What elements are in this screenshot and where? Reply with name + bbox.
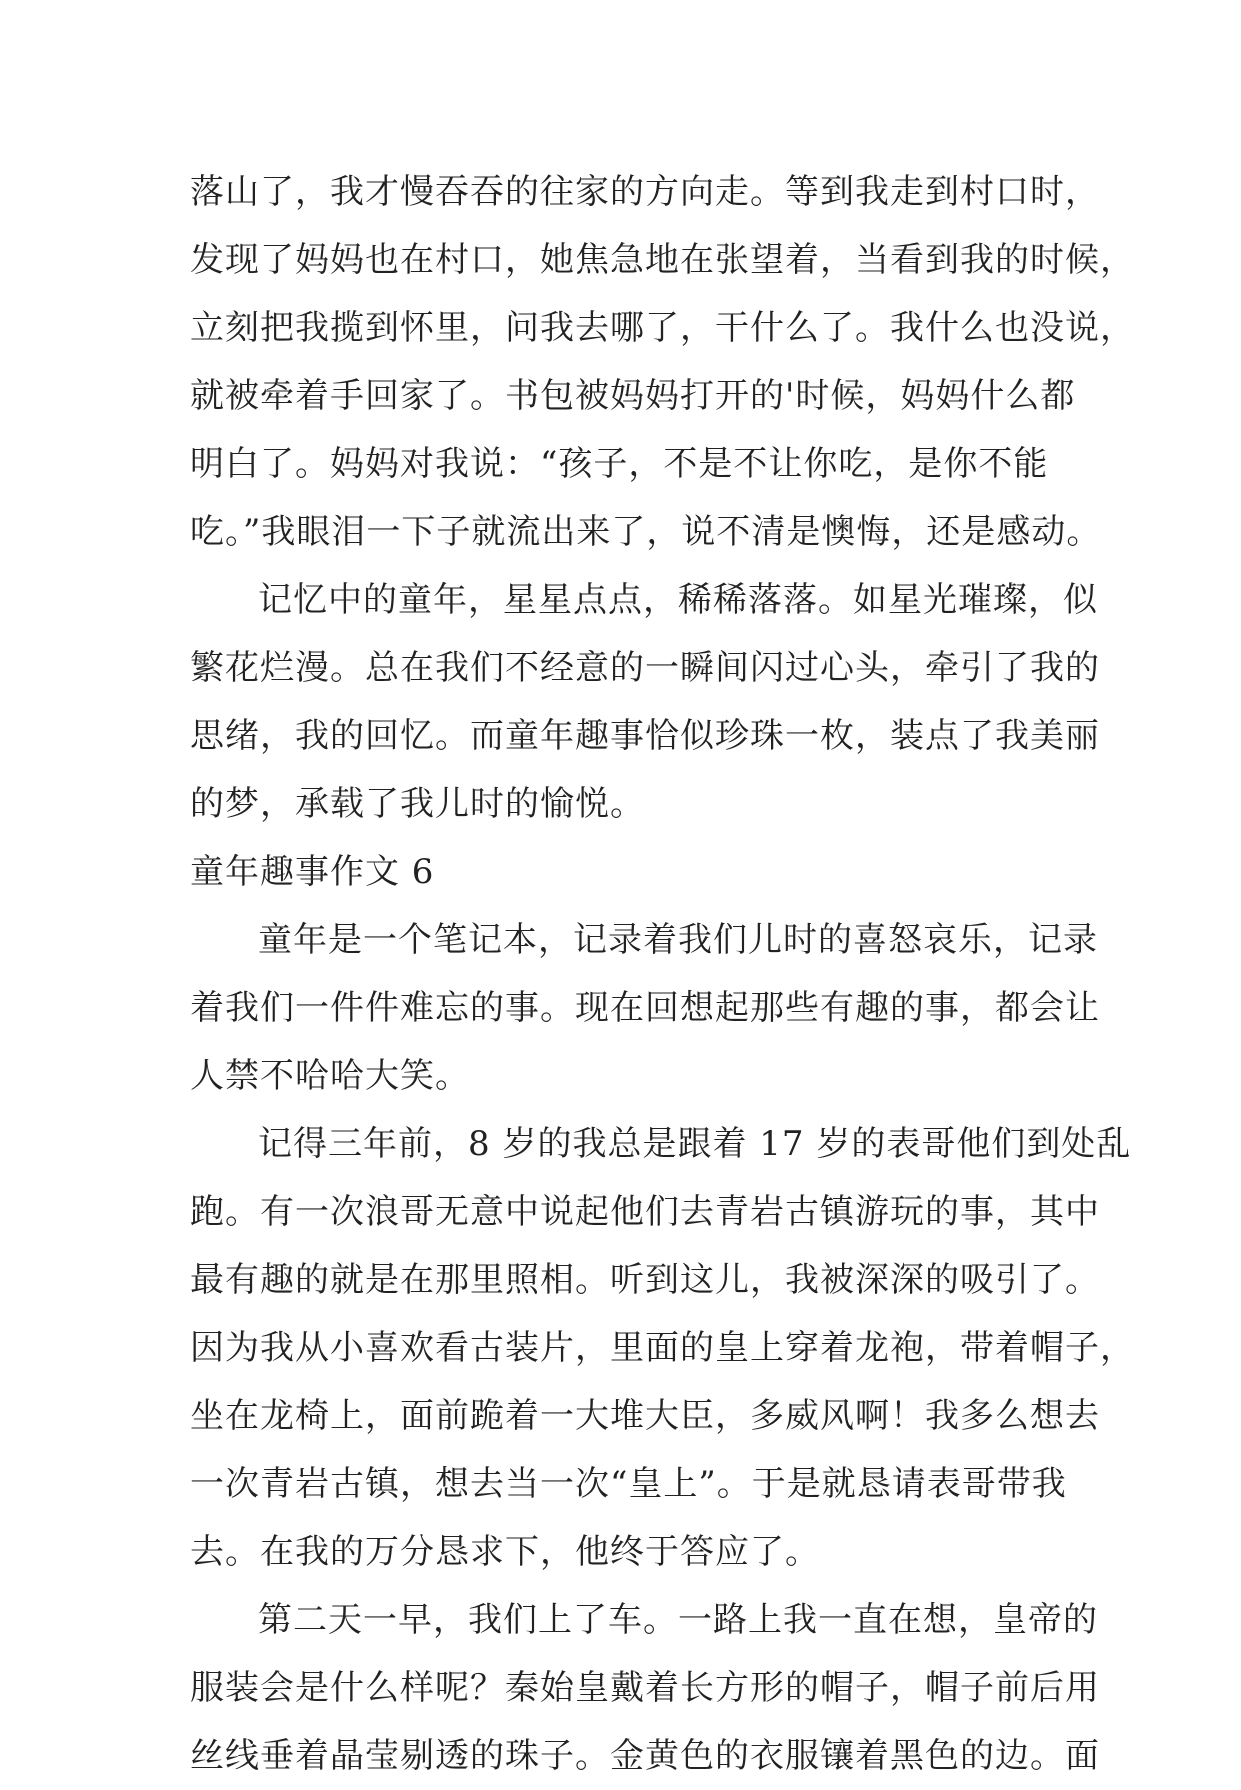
- text-line: 发现了妈妈也在村口，她焦急地在张望着，当看到我的时候，: [190, 240, 1135, 280]
- paragraph-first-line: 第二天一早，我们上了车。一路上我一直在想，皇帝的: [258, 1600, 1098, 1640]
- text-line: 落山了，我才慢吞吞的往家的方向走。等到我走到村口时，: [190, 172, 1100, 212]
- text-line: 明白了。妈妈对我说：“孩子，不是不让你吃，是你不能: [190, 444, 1049, 484]
- text-line: 丝线垂着晶莹剔透的珠子。金黄色的衣服镶着黑色的边。面: [190, 1736, 1100, 1776]
- text-line: 最有趣的就是在那里照相。听到这儿，我被深深的吸引了。: [190, 1260, 1100, 1300]
- text-line: 就被牵着手回家了。书包被妈妈打开的'时候，妈妈什么都: [190, 376, 1076, 416]
- text-line: 立刻把我揽到怀里，问我去哪了，干什么了。我什么也没说，: [190, 308, 1135, 348]
- text-line: 坐在龙椅上，面前跪着一大堆大臣，多威风啊！我多么想去: [190, 1396, 1100, 1436]
- text-line: 因为我从小喜欢看古装片，里面的皇上穿着龙袍，带着帽子，: [190, 1328, 1135, 1368]
- text-line: 一次青岩古镇，想去当一次“皇上”。于是就恳请表哥带我: [190, 1464, 1067, 1504]
- paragraph-first-line: 童年是一个笔记本，记录着我们儿时的喜怒哀乐，记录: [258, 920, 1098, 960]
- text-line: 的梦，承载了我儿时的愉悦。: [190, 784, 645, 824]
- text-line: 服装会是什么样呢？秦始皇戴着长方形的帽子，帽子前后用: [190, 1668, 1100, 1708]
- section-heading: 童年趣事作文 6: [190, 852, 435, 892]
- document-page: [190, 158, 1135, 1790]
- paragraph-first-line: 记得三年前，8 岁的我总是跟着 17 岁的表哥他们到处乱: [258, 1124, 1132, 1164]
- text-line: 着我们一件件难忘的事。现在回想起那些有趣的事，都会让: [190, 988, 1100, 1028]
- text-line: 去。在我的万分恳求下，他终于答应了。: [190, 1532, 820, 1572]
- text-line: 跑。有一次浪哥无意中说起他们去青岩古镇游玩的事，其中: [190, 1192, 1100, 1232]
- text-line: 吃。”我眼泪一下子就流出来了，说不清是懊悔，还是感动。: [190, 512, 1102, 552]
- text-line: 人禁不哈哈大笑。: [190, 1056, 470, 1096]
- paragraph-first-line: 记忆中的童年，星星点点，稀稀落落。如星光璀璨，似: [258, 580, 1098, 620]
- text-line: 繁花烂漫。总在我们不经意的一瞬间闪过心头，牵引了我的: [190, 648, 1100, 688]
- text-line: 思绪，我的回忆。而童年趣事恰似珍珠一枚，装点了我美丽: [190, 716, 1100, 756]
